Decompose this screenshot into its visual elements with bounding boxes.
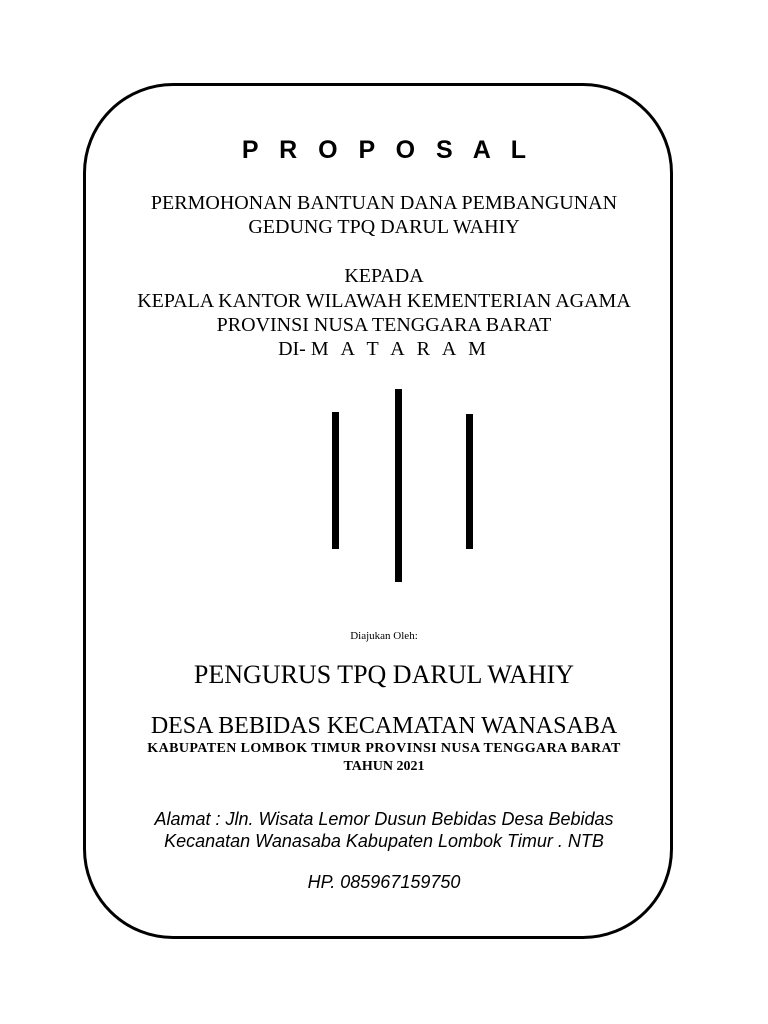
submitted-by-label: Diajukan Oleh:	[350, 630, 418, 642]
decorative-bar-left	[332, 412, 339, 549]
recipient-line-2: KEPALA KANTOR WILAWAH KEMENTERIAN AGAMA	[137, 290, 631, 312]
decorative-bar-middle	[395, 389, 402, 582]
recipient-prefix: DI-	[278, 338, 306, 360]
recipient-city: M A T A R A M	[310, 338, 490, 360]
year-label: TAHUN 2021	[343, 759, 425, 774]
recipient-line-3: PROVINSI NUSA TENGGARA BARAT	[216, 314, 552, 336]
phone-number: HP. 085967159750	[307, 872, 461, 892]
regency-province: KABUPATEN LOMBOK TIMUR PROVINSI NUSA TENGGARA BARAT	[147, 741, 621, 756]
document-title: P R O P O S A L	[241, 136, 534, 164]
subject-line-1: PERMOHONAN BANTUAN DANA PEMBANGUNAN	[150, 192, 618, 214]
organization-name: PENGURUS TPQ DARUL WAHIY	[193, 660, 575, 689]
village-district: DESA BEBIDAS KECAMATAN WANASABA	[150, 713, 618, 739]
recipient-line-1: KEPADA	[344, 265, 424, 287]
decorative-bar-right	[466, 414, 473, 549]
recipient-line-4	[0, 337, 768, 361]
address-line-2: Kecanatan Wanasaba Kabupaten Lombok Timur . NTB	[164, 831, 604, 851]
address-line-1: Alamat : Jln. Wisata Lemor Dusun Bebidas Desa Bebidas	[154, 809, 614, 829]
subject-line-2: GEDUNG TPQ DARUL WAHIY	[248, 216, 520, 238]
